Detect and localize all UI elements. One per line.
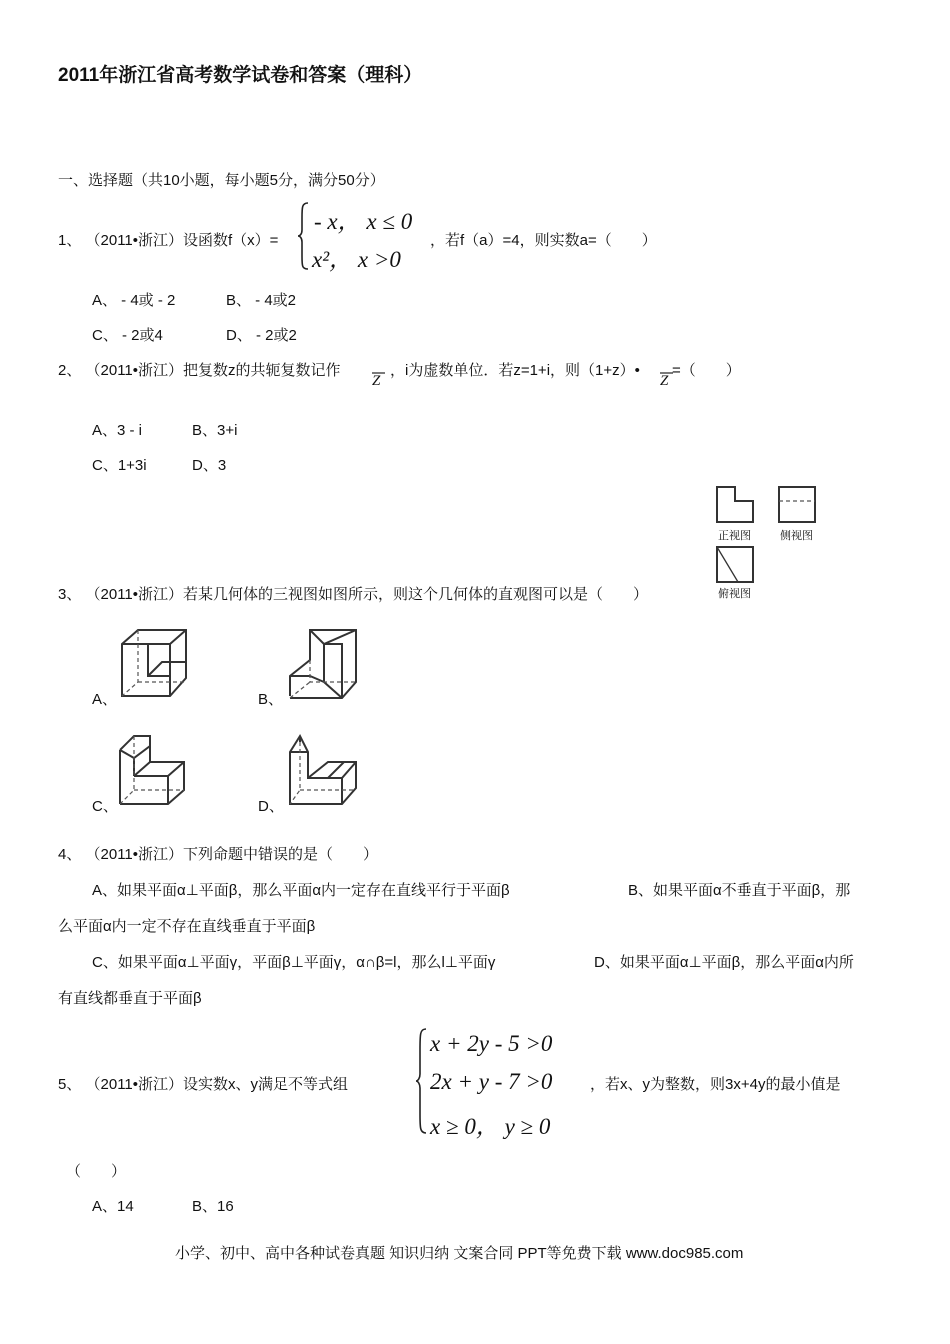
side-view-label: 侧视图 <box>780 530 813 542</box>
q5-brace <box>416 1028 428 1134</box>
q4-option-c: C、如果平面α⊥平面γ，平面β⊥平面γ，α∩β=l，那么l⊥平面γ <box>92 954 496 971</box>
q3-figure-b <box>286 626 364 706</box>
q1-brace <box>298 202 310 270</box>
q3-option-a: A、 <box>92 691 118 708</box>
q3-figure-a <box>118 626 193 706</box>
q1-case1: - x， x ≤ 0 <box>314 209 413 234</box>
q2-option-a: A、3 - i <box>92 422 143 439</box>
q4-text: 4、 （2011•浙江）下列命题中错误的是（ ） <box>58 846 379 863</box>
q2-option-c: C、1+3i <box>92 457 147 474</box>
q2-prefix: 2、 （2011•浙江）把复数z的共轭复数记作 <box>58 362 341 379</box>
q1-suffix: ，若f（a）=4，则实数a=（ ） <box>430 232 657 249</box>
q3-text: 3、 （2011•浙江）若某几何体的三视图如图所示，则这个几何体的直观图可以是（ ） <box>58 586 649 603</box>
q3-option-c: C、 <box>92 798 118 815</box>
q3-figure-d <box>286 732 364 812</box>
q5-inequality-3: x ≥ 0， y ≥ 0 <box>430 1114 551 1139</box>
page-title: 2011年浙江省高考数学试卷和答案（理科） <box>58 65 423 86</box>
top-view-label: 俯视图 <box>718 588 751 600</box>
side-view-figure <box>778 486 818 524</box>
q3-option-b: B、 <box>258 691 284 708</box>
q1-option-d: D、 - 2或2 <box>226 327 297 344</box>
top-view-figure <box>716 546 756 584</box>
q2-option-d: D、3 <box>192 457 227 474</box>
q1-option-a: A、 - 4或 - 2 <box>92 292 176 309</box>
q2-option-b: B、3+i <box>192 422 238 439</box>
q1-prefix: 1、 （2011•浙江）设函数f（x）= <box>58 232 279 249</box>
footer-text: 小学、初中、高中各种试卷真题 知识归纳 文案合同 PPT等免费下载 www.doc985.com <box>175 1245 744 1262</box>
q4-option-a: A、如果平面α⊥平面β，那么平面α内一定存在直线平行于平面β <box>92 882 510 899</box>
q4-option-b-line1: B、如果平面α不垂直于平面β，那 <box>628 882 851 899</box>
front-view-label: 正视图 <box>718 530 751 542</box>
q3-option-d: D、 <box>258 798 284 815</box>
section-heading: 一、选择题（共10小题，每小题5分，满分50分） <box>58 172 385 189</box>
q2-suffix: =（ ） <box>672 362 741 379</box>
q1-case2: x²， x >0 <box>312 247 401 272</box>
q5-option-a: A、14 <box>92 1198 134 1215</box>
q5-option-b: B、16 <box>192 1198 234 1215</box>
q4-option-d-line2: 有直线都垂直于平面β <box>58 990 202 1007</box>
q4-option-b-line2: 么平面α内一定不存在直线垂直于平面β <box>58 918 316 935</box>
q1-option-c: C、 - 2或4 <box>92 327 163 344</box>
q5-answer-paren: （ ） <box>66 1163 127 1180</box>
q3-figure-c <box>116 732 194 812</box>
front-view-figure <box>716 486 756 524</box>
q4-option-d-line1: D、如果平面α⊥平面β，那么平面α内所 <box>594 954 854 971</box>
q1-option-b: B、 - 4或2 <box>226 292 297 309</box>
q5-prefix: 5、 （2011•浙江）设实数x、y满足不等式组 <box>58 1076 349 1093</box>
q2-zbar-1: Z <box>372 373 381 389</box>
q2-mid: ，i为虚数单位．若z=1+i，则（1+z）• <box>390 362 640 379</box>
q5-inequality-1: x + 2y - 5 >0 <box>430 1031 553 1056</box>
q2-zbar-2: Z <box>660 373 669 389</box>
q5-inequality-2: 2x + y - 7 >0 <box>430 1069 553 1094</box>
q5-suffix: ，若x、y为整数，则3x+4y的最小值是 <box>590 1076 841 1093</box>
